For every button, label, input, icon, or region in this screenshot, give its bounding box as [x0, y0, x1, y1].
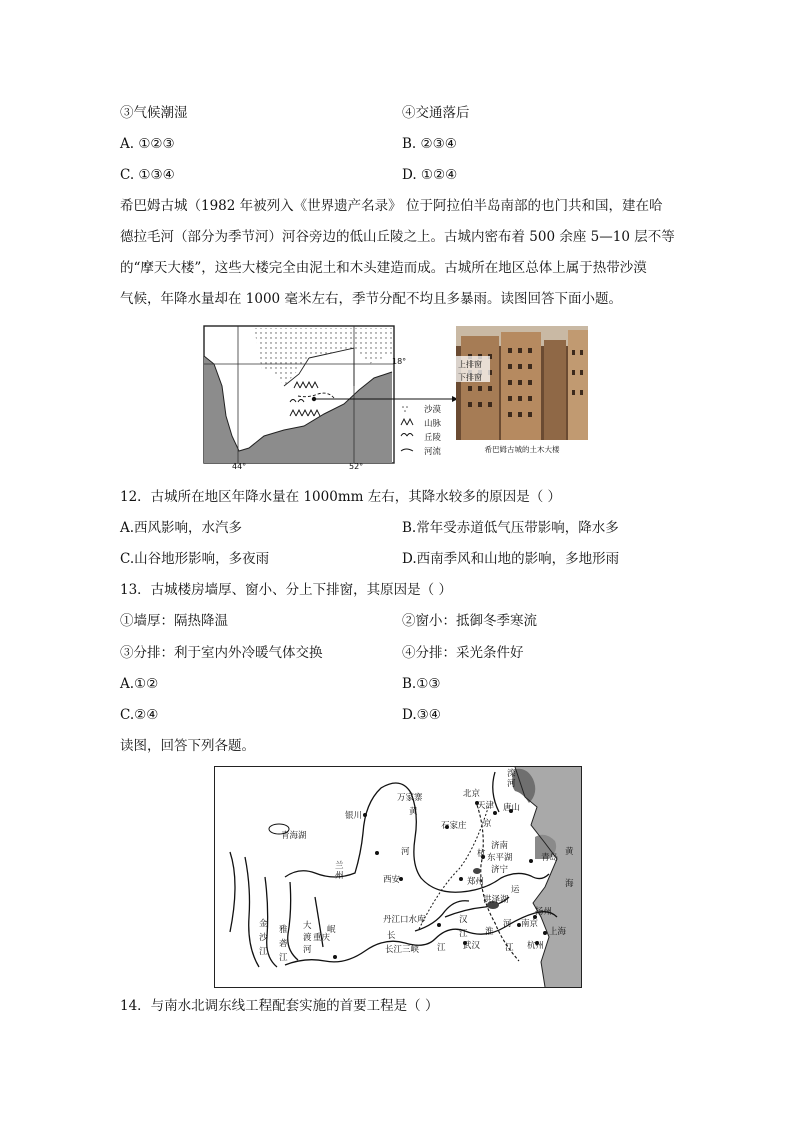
- map-label-qinghai-lake: 青海湖: [281, 831, 307, 841]
- map-legend: [400, 403, 450, 461]
- map-label-yangzhou: 扬州: [535, 907, 553, 917]
- legend-hill: 丘陵: [424, 433, 442, 443]
- map-label-jing: 京: [483, 819, 492, 829]
- photo-caption: 希巴姆古城的土木大楼: [484, 445, 560, 454]
- map-label-yalong-2: 砻: [279, 939, 288, 949]
- q13-statement-3: ③分排：利于室内外冷暖气体交换: [120, 645, 323, 661]
- intro-read-map: 读图，回答下列各题。: [120, 738, 255, 754]
- q11-statement-3: ③气候潮湿: [120, 105, 188, 121]
- map-label-wanjiazhai: 万家寨: [397, 793, 423, 803]
- q14-stem: 14．与南水北调东线工程配套实施的首要工程是（ ）: [120, 998, 439, 1014]
- q12-option-b: B.常年受赤道低气压带影响，降水多: [402, 520, 619, 536]
- map-label-dongping-lake: 东平湖: [487, 853, 513, 863]
- map-label-yinchuan: 银川: [345, 811, 363, 821]
- map-label-chongqing: 重庆: [313, 933, 331, 943]
- q12-option-c: C.山谷地形影响，多夜雨: [120, 551, 270, 567]
- q13-stem: 13．古城楼房墙厚、窗小、分上下排窗，其原因是（ ）: [120, 582, 452, 598]
- map-label-shijiazhuang: 石家庄: [441, 821, 467, 831]
- map-label-yun: 运: [511, 885, 520, 895]
- map-label-jiang-2: 江: [437, 943, 446, 953]
- map-label-huai: 淮: [485, 927, 494, 937]
- lon-label-44: 44°: [232, 462, 247, 471]
- map-label-luan-1: 滦: [507, 769, 516, 779]
- photo-label-lower-window: 下排窗: [458, 373, 482, 382]
- map-label-tianjin: 天津: [477, 801, 495, 811]
- q11-option-c: C. ①③④: [120, 167, 175, 183]
- q11-statement-4: ④交通落后: [402, 105, 470, 121]
- map-label-dadu-1: 大: [303, 921, 312, 931]
- q12-option-d: D.西南季风和山地的影响，多地形雨: [402, 551, 620, 567]
- map-label-wuhan: 武汉: [463, 941, 481, 951]
- photo-label-upper-window: 上排窗: [458, 360, 482, 369]
- map-label-hangzhou: 杭州: [527, 941, 545, 951]
- map-label-dadu-2: 渡: [303, 933, 312, 943]
- passage-line-2: 德拉毛河（部分为季节河）河谷旁边的低山丘陵之上。古城内密布着 500 余座 5—10 层不等: [120, 229, 675, 245]
- q13-statement-1: ①墙厚：隔热降温: [120, 613, 228, 629]
- legend-desert: 沙漠: [424, 405, 442, 415]
- lat-label-18: 18°: [392, 357, 407, 366]
- map-label-qingdao: 青岛: [541, 853, 559, 863]
- map-label-tangshan: 唐山: [503, 803, 521, 813]
- map-label-jinsha-1: 金: [259, 919, 268, 929]
- map-label-xian: 西安: [383, 875, 401, 885]
- passage-line-1: 希巴姆古城（1982 年被列入《世界遗产名录》 位于阿拉伯半岛南部的也门共和国，建在哈: [120, 198, 663, 214]
- q11-option-b: B. ②③④: [402, 136, 457, 152]
- map-label-jinan: 济南: [491, 841, 509, 851]
- q13-statement-4: ④分排：采光条件好: [402, 645, 524, 661]
- map-label-chang: 长: [387, 931, 396, 941]
- legend-river: 河流: [424, 447, 442, 457]
- figure-shibam-map: [204, 326, 394, 464]
- q13-option-d: D.③④: [402, 707, 441, 723]
- q11-option-a: A. ①②③: [120, 136, 175, 152]
- q12-stem: 12．古城所在地区年降水量在 1000mm 左右，其降水较多的原因是（ ）: [120, 489, 562, 505]
- map-label-dadu-3: 河: [303, 945, 312, 955]
- map-label-danjiangkou: 丹江口水库: [383, 915, 426, 925]
- map-label-three-gorges: 长江三峡: [385, 945, 420, 955]
- map-label-hai: 海: [565, 879, 574, 889]
- map-label-hang: 杭: [477, 849, 486, 859]
- map-label-nanjing: 南京: [521, 919, 539, 929]
- map-label-yalong-1: 雅: [279, 925, 288, 935]
- q13-option-b: B.①③: [402, 676, 441, 692]
- map-label-shanghai: 上海: [549, 927, 567, 937]
- map-label-jining: 济宁: [491, 865, 509, 875]
- map-label-he-2: 河: [503, 919, 512, 929]
- map-label-huang-sea: 黄: [565, 847, 574, 857]
- map-label-yalong-3: 江: [279, 953, 288, 963]
- lon-label-52: 52°: [349, 462, 364, 471]
- legend-mountain: 山脉: [424, 419, 442, 429]
- map-label-zhengzhou: 郑州: [467, 877, 485, 887]
- map-label-he: 河: [401, 847, 410, 857]
- map-label-luan-2: 河: [507, 779, 516, 789]
- q11-option-d: D. ①②④: [402, 167, 458, 183]
- map-label-min: 岷: [327, 925, 336, 935]
- q13-option-c: C.②④: [120, 707, 159, 723]
- passage-line-3: 的“摩天大楼”，这些大楼完全由泥土和木头建造而成。古城所在地区总体上属于热带沙漠: [120, 260, 647, 276]
- map-label-hongze-lake: 洪泽湖: [483, 895, 509, 905]
- map-label-jinsha-3: 江: [259, 947, 268, 957]
- q13-statement-2: ②窗小：抵御冬季寒流: [402, 613, 537, 629]
- map-label-jinsha-2: 沙: [259, 933, 268, 943]
- passage-line-4: 气候，年降水量却在 1000 毫米左右，季节分配不均且多暴雨。读图回答下面小题。: [120, 291, 622, 307]
- map-label-han: 汉: [459, 915, 468, 925]
- map-label-beijing: 北京: [463, 789, 481, 799]
- map-label-jiang-1: 江: [459, 929, 468, 939]
- map-label-jiang-3: 江: [505, 943, 514, 953]
- map-label-lanzhou-2: 州: [335, 871, 344, 881]
- map-label-huang-1: 黄: [409, 807, 418, 817]
- q12-option-a: A.西风影响，水汽多: [120, 520, 243, 536]
- figure-china-water-diversion-map: [214, 766, 582, 988]
- shibam-building-photo: [456, 326, 588, 440]
- q13-option-a: A.①②: [120, 676, 159, 692]
- map-label-lanzhou-1: 兰: [335, 861, 344, 871]
